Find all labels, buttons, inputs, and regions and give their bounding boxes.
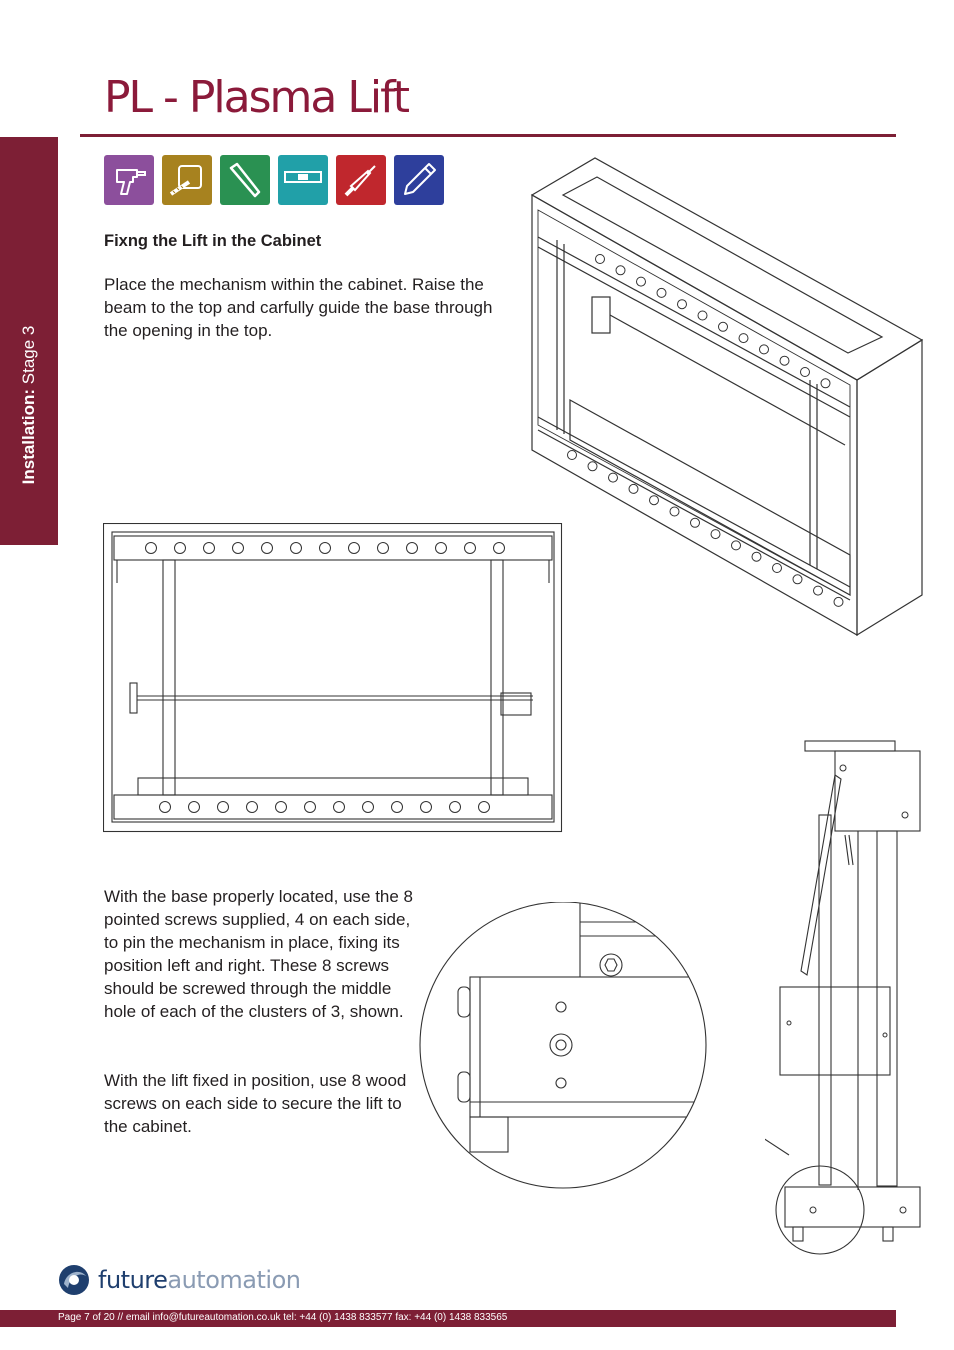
logo-swirl-icon	[56, 1262, 92, 1298]
logo-text-future: future	[98, 1266, 168, 1294]
bolt-hole-icon	[465, 543, 476, 554]
bolt-hole-icon	[739, 334, 748, 343]
bolt-hole-icon	[752, 552, 761, 561]
spirit-level-icon	[278, 155, 328, 205]
bolt-hole-icon	[305, 802, 316, 813]
bolt-hole-icon	[780, 356, 789, 365]
section-heading: Fixng the Lift in the Cabinet	[104, 232, 322, 250]
bolt-hole-icon	[218, 802, 229, 813]
bolt-hole-icon	[629, 484, 638, 493]
future-automation-logo	[56, 1262, 300, 1298]
bolt-hole-icon	[834, 597, 843, 606]
bolt-hole-icon	[421, 802, 432, 813]
front-elevation-drawing	[103, 523, 563, 833]
instruction-paragraph-2: With the base properly located, use the 8 pointed screws supplied, 4 on each side, to pin the mechanism in place, fixing its position left and right. These 8 screws should be screwed through the middle hole of each of the clusters of 3, shown.	[104, 887, 414, 1021]
bolt-hole-icon	[479, 802, 490, 813]
side-tab-label-rest: Stage 3	[19, 325, 38, 389]
bolt-hole-icon	[698, 311, 707, 320]
bolt-hole-icon	[407, 543, 418, 554]
bolt-hole-icon	[793, 575, 802, 584]
tool-icons	[104, 155, 444, 205]
bolt-hole-icon	[691, 518, 700, 527]
bolt-hole-icon	[233, 543, 244, 554]
bolt-hole-icon	[568, 451, 577, 460]
isometric-cabinet-drawing	[530, 155, 925, 640]
instruction-paragraph-3: With the lift fixed in position, use 8 wood screws on each side to secure the lift to the cabinet.	[104, 1071, 407, 1136]
bolt-hole-icon	[204, 543, 215, 554]
bolt-hole-icon	[616, 266, 625, 275]
bolt-hole-icon	[363, 802, 374, 813]
bolt-hole-icon	[711, 530, 720, 539]
bolt-hole-icon	[349, 543, 360, 554]
detail-magnifier-drawing	[418, 902, 708, 1192]
bolt-hole-icon	[773, 564, 782, 573]
bolt-hole-icon	[276, 802, 287, 813]
lift-side-view-drawing	[765, 735, 930, 1255]
bolt-hole-icon	[146, 543, 157, 554]
bolt-hole-icon	[189, 802, 200, 813]
bolt-hole-icon	[160, 802, 171, 813]
bolt-hole-icon	[650, 496, 659, 505]
bolt-hole-icon	[637, 277, 646, 286]
bolt-hole-icon	[334, 802, 345, 813]
bolt-hole-icon	[678, 300, 687, 309]
bolt-hole-icon	[436, 543, 447, 554]
logo-text-automation: automation	[167, 1266, 301, 1294]
bolt-hole-icon	[657, 288, 666, 297]
bolt-hole-icon	[719, 322, 728, 331]
footer-contact-text: Page 7 of 20 // email info@futureautomation.co.uk tel: +44 (0) 1438 833577 fax: +44 (0) 1438 833565	[58, 1312, 508, 1323]
bolt-hole-icon	[247, 802, 258, 813]
screwdriver-icon	[336, 155, 386, 205]
bolt-hole-icon	[821, 379, 830, 388]
bolt-hole-icon	[588, 462, 597, 471]
bolt-hole-icon	[494, 543, 505, 554]
bolt-hole-icon	[801, 368, 810, 377]
bolt-hole-icon	[175, 543, 186, 554]
bolt-hole-icon	[596, 255, 605, 264]
pencil-icon	[394, 155, 444, 205]
tape-measure-icon	[162, 155, 212, 205]
side-tab-label	[19, 326, 39, 485]
bolt-hole-icon	[732, 541, 741, 550]
bolt-hole-icon	[814, 586, 823, 595]
bolt-hole-icon	[320, 543, 331, 554]
title-divider	[80, 134, 896, 137]
bolt-hole-icon	[670, 507, 679, 516]
bolt-hole-icon	[760, 345, 769, 354]
bolt-hole-icon	[378, 543, 389, 554]
bolt-hole-icon	[450, 802, 461, 813]
side-tab-label-bold: Installation:	[19, 388, 38, 485]
bolt-hole-icon	[291, 543, 302, 554]
drill-icon	[104, 155, 154, 205]
allen-key-icon	[220, 155, 270, 205]
section-side-tab	[0, 137, 58, 545]
footer-bar	[0, 1310, 896, 1327]
page-title: PL - Plasma Lift	[104, 72, 409, 123]
bolt-hole-icon	[262, 543, 273, 554]
bolt-hole-icon	[392, 802, 403, 813]
instruction-paragraph-1: Place the mechanism within the cabinet. Raise the beam to the top and carfully guide the base through the opening in the top.	[104, 275, 493, 340]
bolt-hole-icon	[609, 473, 618, 482]
